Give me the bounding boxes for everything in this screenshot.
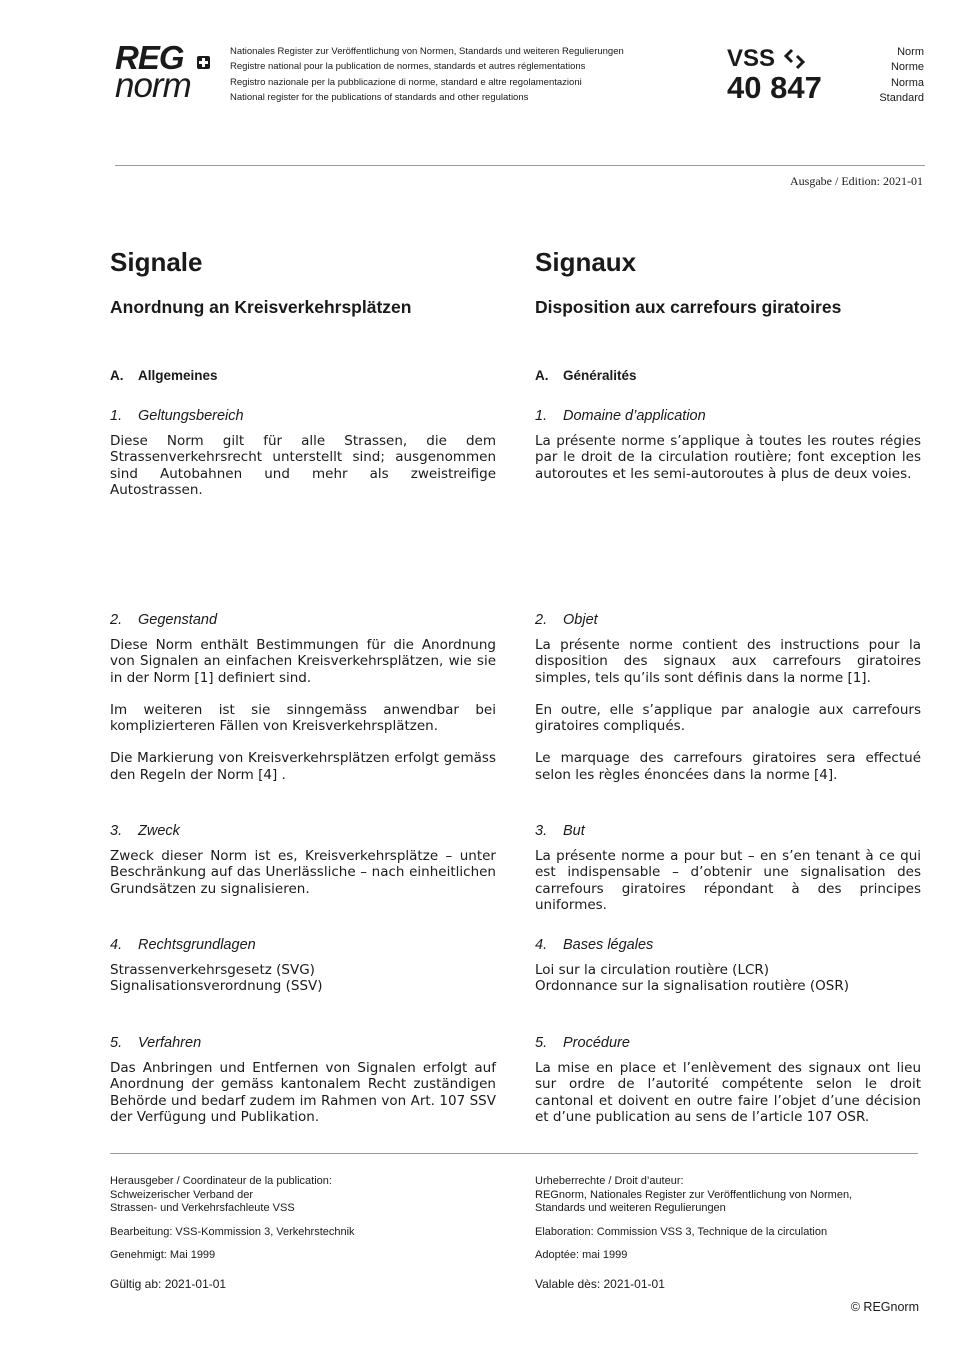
section-title: Bases légales <box>563 937 654 953</box>
section-4-de <box>110 936 496 995</box>
publisher-name-line: Strassen- und Verkehrsfachleute VSS <box>110 1202 295 1214</box>
page-subtitle-de: Anordnung an Kreisverkehrsplätzen <box>110 297 412 317</box>
register-fr: Registre national pour la publication de normes, standards et autres réglementations <box>230 61 586 73</box>
norm-type-list <box>879 45 924 106</box>
adopted-date: Adoptée: mai 1999 <box>535 1249 628 1261</box>
swiss-cross-icon <box>197 56 210 69</box>
section-a-fr <box>535 368 921 383</box>
section-number: 5. <box>535 1035 548 1051</box>
norm-type-fr: Norme <box>890 61 924 74</box>
section-number: 2. <box>110 612 123 628</box>
paragraph: Im weiteren ist sie sinngemäss anwendbar bei komplizierteren Fällen von Kreisverkehrsplätzen. <box>110 701 496 735</box>
section-3-fr <box>535 822 921 913</box>
paragraph: Diese Norm enthält Bestimmungen für die Anordnung von Signalen an einfachen Kreisverkehrsplätzen, wie sie in der Norm [1] definiert sind. <box>110 637 496 686</box>
elaboration-info: Elaboration: Commission VSS 3, Technique de la circulation <box>535 1225 828 1238</box>
paragraph: Die Markierung von Kreisverkehrsplätzen erfolgt gemäss den Regeln der Norm [4] . <box>110 750 496 783</box>
copyright-holder-line: Standards und weiteren Regulierungen <box>535 1202 726 1214</box>
section-1-fr <box>535 407 921 482</box>
paragraph: Le marquage des carrefours giratoires sera effectué selon les règles énoncées dans la norme [4]. <box>535 750 921 783</box>
register-descriptions <box>230 44 624 105</box>
section-title: Rechtsgrundlagen <box>138 937 256 953</box>
paragraph: La présente norme a pour but – en s’en tenant à ce qui est indispensable – d’obtenir une signalisation des carrefours giratoires répondant à des principes uniformes. <box>535 848 921 913</box>
norm-type-it: Norma <box>890 76 924 89</box>
section-a-label: Généralités <box>563 368 637 383</box>
section-heading <box>535 936 921 954</box>
section-number: 4. <box>110 937 123 953</box>
section-heading <box>110 936 496 954</box>
section-heading <box>535 822 921 840</box>
german-column <box>110 246 496 1125</box>
section-5-de <box>110 1034 496 1125</box>
processing-info: Bearbeitung: VSS-Kommission 3, Verkehrstechnik <box>110 1225 355 1238</box>
section-a-de <box>110 368 496 383</box>
section-number: 3. <box>535 823 548 839</box>
section-title: Objet <box>563 612 598 628</box>
section-heading <box>110 1034 496 1052</box>
header-divider <box>115 165 925 166</box>
section-5-fr <box>535 1034 921 1125</box>
section-heading <box>110 611 496 629</box>
norm-type-de: Norm <box>897 46 924 58</box>
page-title-fr: Signaux <box>535 247 637 277</box>
paragraph: Zweck dieser Norm ist es, Kreisverkehrsplätze – unter Beschränkung auf das Unerlässliche – nach einheitlichen Grundsätzen zu signalisieren. <box>110 848 496 897</box>
register-de: Nationales Register zur Veröffentlichung von Normen, Standards und weiteren Regulierungen <box>230 46 624 57</box>
section-a-number: A. <box>110 368 124 383</box>
section-number: 5. <box>110 1035 123 1051</box>
section-title: Verfahren <box>138 1035 202 1051</box>
section-title: Geltungsbereich <box>138 408 244 424</box>
valid-from-fr: Valable dès: 2021-01-01 <box>535 1277 665 1291</box>
legal-basis-item: Loi sur la circulation routière (LCR) <box>535 962 770 978</box>
french-column <box>535 246 921 1125</box>
page-subtitle-fr: Disposition aux carrefours giratoires <box>535 297 842 317</box>
register-it: Registro nazionale per la pubblicazione di norme, standard e altre regolamentazioni <box>230 76 582 88</box>
logo-norm-text: norm <box>115 66 191 105</box>
logo-reg-text: REG <box>115 39 184 76</box>
vss-chevron-icon <box>783 47 807 71</box>
section-a-number: A. <box>535 368 549 383</box>
legal-basis-item: Strassenverkehrsgesetz (SVG) <box>110 962 315 978</box>
copyright-notice: © REGnorm <box>850 1300 919 1314</box>
section-heading <box>535 611 921 629</box>
section-2-de <box>110 611 496 783</box>
section-1-de <box>110 407 496 498</box>
section-title: Zweck <box>138 823 180 839</box>
footer-left <box>110 1175 500 1291</box>
legal-basis-item: Signalisationsverordnung (SSV) <box>110 978 323 995</box>
paragraph: La présente norme s’applique à toutes les routes régies par le droit de la circulation routière; font exception les autoroutes et les semi-autoroutes à plus de deux voies. <box>535 433 921 482</box>
section-number: 4. <box>535 937 548 953</box>
section-title: But <box>563 823 585 839</box>
page-title-de: Signale <box>110 247 203 277</box>
section-heading <box>535 407 921 425</box>
publisher-name-line: Schweizerischer Verband der <box>110 1188 254 1201</box>
legal-basis-list <box>110 962 496 995</box>
vss-badge <box>727 45 847 107</box>
section-number: 1. <box>110 408 123 424</box>
section-a-label: Allgemeines <box>138 368 218 383</box>
section-4-fr <box>535 936 921 995</box>
publisher-info <box>110 1175 500 1216</box>
section-heading <box>535 1034 921 1052</box>
copyright-label: Urheberrechte / Droit d’auteur: <box>535 1175 684 1187</box>
section-heading <box>110 407 496 425</box>
section-number: 2. <box>535 612 548 628</box>
register-en: National register for the publications of standards and other regulations <box>230 91 529 103</box>
section-2-fr <box>535 611 921 783</box>
footer-right <box>535 1175 925 1291</box>
norm-number: 40 847 <box>727 70 822 105</box>
paragraph: La mise en place et l’enlèvement des signaux ont lieu sur ordre de l’autorité compétente selon le droit cantonal et doivent en outre faire l’objet d’une décision et d’une publication au sens de l’article 107 OSR. <box>535 1060 921 1125</box>
paragraph: Das Anbringen und Entfernen von Signalen erfolgt auf Anordnung der gemäss kantonalem Recht zuständigen Behörde und bedarf zudem im Rahmen von Art. 107 SSV der Verfügung und Publikation. <box>110 1060 496 1125</box>
valid-from-de: Gültig ab: 2021-01-01 <box>110 1277 227 1291</box>
section-heading <box>110 822 496 840</box>
vss-name: VSS <box>727 45 776 72</box>
section-number: 3. <box>110 823 123 839</box>
section-number: 1. <box>535 408 548 424</box>
approved-date: Genehmigt: Mai 1999 <box>110 1249 216 1261</box>
copyright-info <box>535 1175 925 1216</box>
publisher-label: Herausgeber / Coordinateur de la publication: <box>110 1175 332 1187</box>
edition-label: Ausgabe / Edition: 2021-01 <box>790 174 923 188</box>
paragraph: La présente norme contient des instructions pour la disposition des signaux aux carrefours giratoires simples, tels qu’ils sont définis dans la norme [1]. <box>535 637 921 686</box>
section-title: Gegenstand <box>138 612 218 628</box>
legal-basis-list <box>535 962 921 995</box>
section-3-de <box>110 822 496 897</box>
footer-divider <box>110 1153 918 1154</box>
section-title: Procédure <box>563 1035 630 1051</box>
legal-basis-item: Ordonnance sur la signalisation routière (OSR) <box>535 978 849 995</box>
paragraph: En outre, elle s’applique par analogie aux carrefours giratoires compliqués. <box>535 701 921 735</box>
paragraph: Diese Norm gilt für alle Strassen, die dem Strassenverkehrsrecht unterstellt sind; ausgenommen sind Autobahnen und mehr als zweistreifige Autostrassen. <box>110 433 496 498</box>
regnorm-logo <box>115 39 215 105</box>
norm-type-en: Standard <box>879 91 924 104</box>
copyright-holder-line: REGnorm, Nationales Register zur Veröffentlichung von Normen, <box>535 1188 853 1201</box>
section-title: Domaine d’application <box>563 408 706 424</box>
